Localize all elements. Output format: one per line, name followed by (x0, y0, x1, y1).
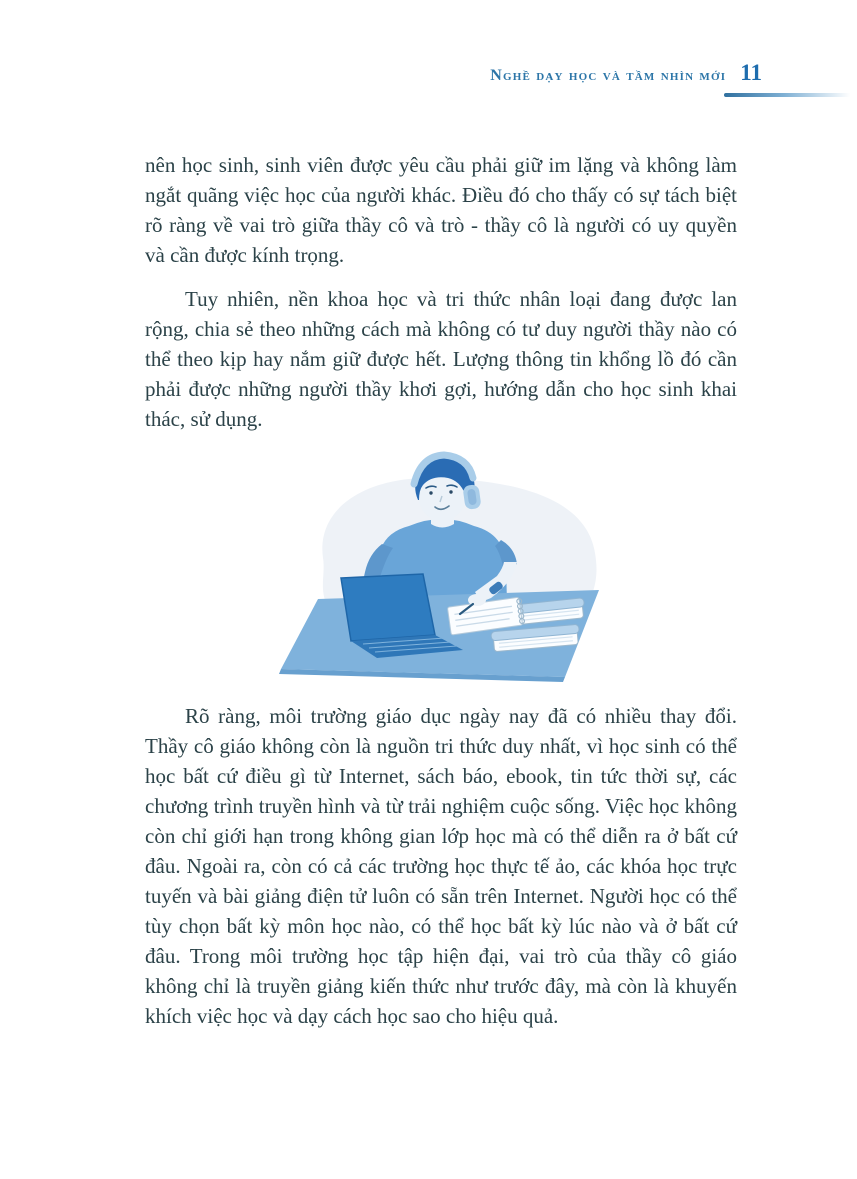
paragraph: Tuy nhiên, nền khoa học và tri thức nhân loại đang được lan rộng, chia sẻ theo những cách mà không có tư duy người thầy nào có thể theo kịp hay nắm giữ được hết. Lượng thông tin khổng lồ đó cần phải được những người thầy khơi gợi, hướng dẫn cho học sinh khai thác, sử dụng. (145, 287, 737, 431)
header-rule (724, 93, 857, 97)
running-head (490, 60, 762, 86)
body-text-column (145, 150, 737, 1045)
paragraph: Rõ ràng, môi trường giáo dục ngày nay đã có nhiều thay đổi. Thầy cô giáo không còn là nguồn tri thức duy nhất, vì học sinh có thể học bất cứ điều gì từ Internet, sách báo, ebook, tin tức thời sự, các chương trình truyền hình và từ trải nghiệm cuộc sống. Việc học không còn chỉ giới hạn trong không gian lớp học mà có thể diễn ra ở bất cứ đâu. Ngoài ra, còn có cả các trường học thực tế ảo, các khóa học trực tuyến và bài giảng điện tử luôn có sẵn trên Internet. Người học có thể tùy chọn bất kỳ môn học nào, có thể học bất kỳ lúc nào và ở bất cứ đâu. Trong môi trường học tập hiện đại, vai trò của thầy cô giáo không chỉ là truyền giảng kiến thức như trước đây, mà còn là khuyến khích việc học và dạy cách học sao cho hiệu quả. (145, 704, 737, 1028)
study-illustration (261, 448, 621, 693)
study-illustration-svg (261, 448, 621, 693)
chapter-title: Nghề dạy học và tầm nhìn mới (490, 67, 727, 84)
page-number: 11 (740, 60, 762, 85)
paragraph: nên học sinh, sinh viên được yêu cầu phải giữ im lặng và không làm ngắt quãng việc học của người khác. Điều đó cho thấy có sự tách biệt rõ ràng về vai trò giữa thầy cô và trò - thầy cô là người có uy quyền và cần được kính trọng. (145, 153, 737, 267)
person-hand (468, 594, 486, 606)
laptop-screen (341, 574, 435, 641)
